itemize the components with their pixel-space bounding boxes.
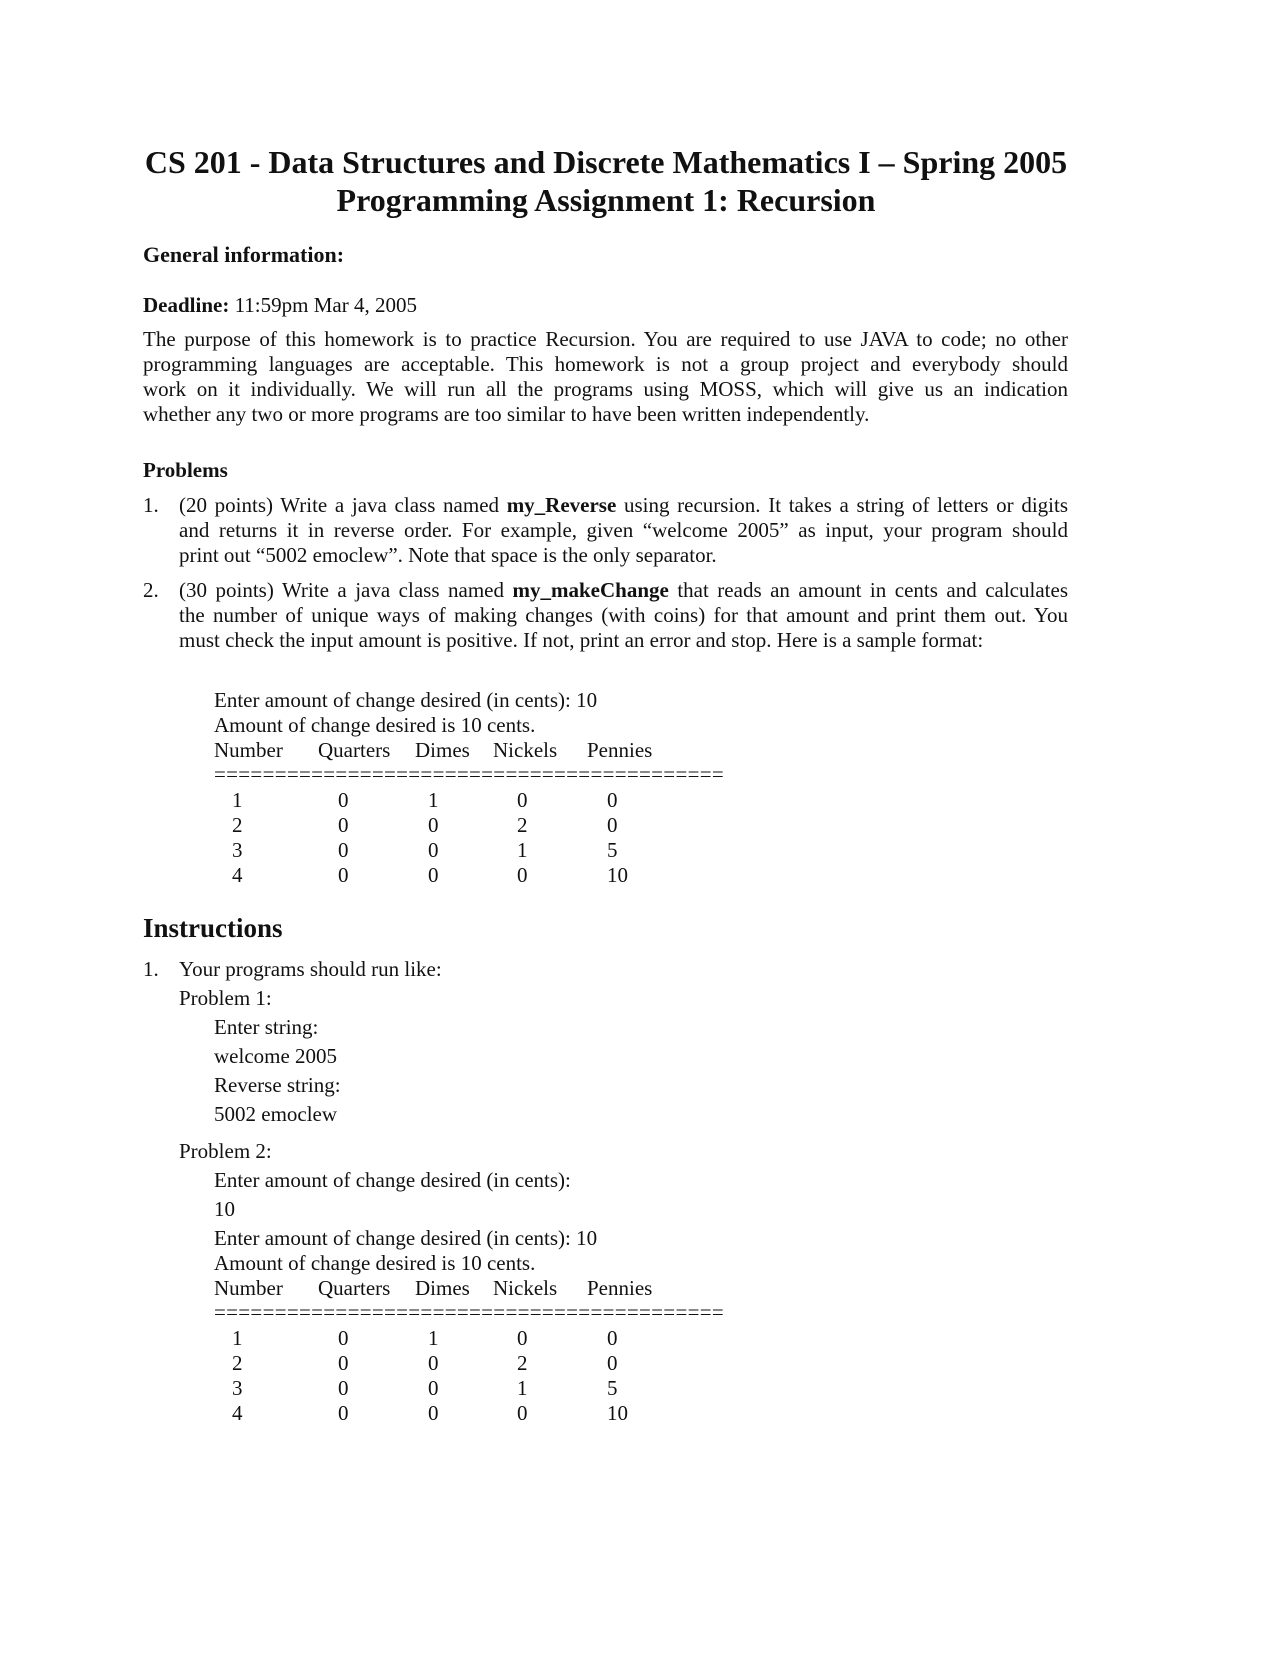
cell-nickels: 0	[517, 788, 528, 812]
cell-nickels: 0	[517, 863, 528, 887]
cell-pennies: 0	[607, 1351, 618, 1375]
cell-number: 1	[232, 788, 243, 812]
cell-dimes: 0	[428, 838, 439, 862]
cell-quarters: 0	[338, 838, 349, 862]
separator-line: ==========================================	[214, 1300, 725, 1324]
cell-quarters: 0	[338, 813, 349, 837]
class-name-my-reverse: my_Reverse	[506, 493, 617, 517]
run-line: welcome 2005	[214, 1044, 338, 1068]
cell-pennies: 10	[607, 1401, 628, 1425]
problem-line: the number of unique ways of making changes (with coins) for that amount and print them out. You	[179, 603, 1068, 627]
problem-line	[179, 578, 1068, 603]
sample-echo: Amount of change desired is 10 cents.	[214, 713, 536, 737]
title-line-1: CS 201 - Data Structures and Discrete Mathematics I – Spring 2005	[144, 144, 1068, 180]
class-name-my-makechange: my_makeChange	[512, 578, 669, 602]
cell-nickels: 2	[517, 1351, 528, 1375]
cell-quarters: 0	[338, 863, 349, 887]
run-line: Enter amount of change desired (in cents):	[214, 1168, 571, 1192]
sample-prompt: Enter amount of change desired (in cents): 10	[214, 688, 598, 712]
problem-line: must check the input amount is positive. If not, print an error and stop. Here is a sample format:	[179, 628, 984, 652]
deadline-value: 11:59pm Mar 4, 2005	[229, 293, 417, 317]
cell-quarters: 0	[338, 1351, 349, 1375]
purpose-line: work on it individually. We will run all the programs using MOSS, which will give us an indication	[143, 377, 1068, 401]
cell-pennies: 0	[607, 813, 618, 837]
problem-number: 1.	[143, 493, 159, 517]
run-line: 10	[214, 1197, 235, 1221]
cell-number: 1	[232, 1326, 243, 1350]
run-line: 5002 emoclew	[214, 1102, 338, 1126]
problem-text: (30 points) Write a java class named	[179, 578, 513, 602]
column-header: Number	[214, 738, 283, 762]
cell-nickels: 1	[517, 1376, 528, 1400]
cell-dimes: 0	[428, 1376, 439, 1400]
instruction-number: 1.	[143, 957, 159, 981]
sample-echo: Amount of change desired is 10 cents.	[214, 1251, 536, 1275]
column-header: Pennies	[587, 1276, 653, 1300]
column-header: Nickels	[493, 738, 558, 762]
cell-dimes: 0	[428, 813, 439, 837]
column-header: Number	[214, 1276, 283, 1300]
cell-pennies: 10	[607, 863, 628, 887]
deadline-line	[143, 293, 417, 318]
cell-number: 3	[232, 1376, 243, 1400]
instruction-text: Your programs should run like:	[179, 957, 442, 981]
problem-text: (20 points) Write a java class named	[179, 493, 507, 517]
problem-text: using recursion. It takes a string of letters or digits	[616, 493, 1068, 517]
run-line: Enter string:	[214, 1015, 319, 1039]
cell-nickels: 0	[517, 1401, 528, 1425]
problems-heading: Problems	[143, 458, 228, 482]
cell-quarters: 0	[338, 788, 349, 812]
column-header: Quarters	[318, 738, 391, 762]
problem-2-label: Problem 2:	[179, 1139, 272, 1163]
separator-line: ==========================================	[214, 762, 725, 786]
column-header: Dimes	[415, 738, 470, 762]
column-header: Quarters	[318, 1276, 391, 1300]
problem-number: 2.	[143, 578, 159, 602]
purpose-line: The purpose of this homework is to practice Recursion. You are required to use JAVA to code; no other	[143, 327, 1068, 351]
cell-nickels: 2	[517, 813, 528, 837]
cell-number: 2	[232, 813, 243, 837]
cell-dimes: 1	[428, 1326, 439, 1350]
cell-nickels: 1	[517, 838, 528, 862]
column-header: Pennies	[587, 738, 653, 762]
cell-quarters: 0	[338, 1326, 349, 1350]
sample-prompt: Enter amount of change desired (in cents): 10	[214, 1226, 598, 1250]
column-header: Dimes	[415, 1276, 470, 1300]
cell-number: 4	[232, 863, 243, 887]
problem-1-label: Problem 1:	[179, 986, 272, 1010]
problem-line: and returns it in reverse order. For example, given “welcome 2005” as input, your program should	[179, 518, 1068, 542]
cell-pennies: 0	[607, 1326, 618, 1350]
cell-quarters: 0	[338, 1376, 349, 1400]
cell-pennies: 5	[607, 838, 618, 862]
cell-dimes: 1	[428, 788, 439, 812]
cell-dimes: 0	[428, 1351, 439, 1375]
cell-dimes: 0	[428, 863, 439, 887]
cell-pennies: 0	[607, 788, 618, 812]
deadline-label: Deadline:	[143, 293, 230, 317]
run-line: Reverse string:	[214, 1073, 341, 1097]
general-information-heading: General information:	[143, 242, 345, 267]
cell-dimes: 0	[428, 1401, 439, 1425]
problem-text: that reads an amount in cents and calculates	[668, 578, 1068, 602]
cell-number: 3	[232, 838, 243, 862]
purpose-line: whether any two or more programs are too similar to have been written independently.	[143, 402, 870, 426]
problem-line	[179, 493, 1068, 518]
column-header: Nickels	[493, 1276, 558, 1300]
cell-number: 4	[232, 1401, 243, 1425]
problem-line: print out “5002 emoclew”. Note that space is the only separator.	[179, 543, 717, 567]
cell-quarters: 0	[338, 1401, 349, 1425]
instructions-heading: Instructions	[143, 913, 283, 943]
cell-number: 2	[232, 1351, 243, 1375]
purpose-line: programming languages are acceptable. This homework is not a group project and everybody should	[143, 352, 1068, 376]
title-line-2: Programming Assignment 1: Recursion	[336, 182, 876, 218]
cell-pennies: 5	[607, 1376, 618, 1400]
cell-nickels: 0	[517, 1326, 528, 1350]
